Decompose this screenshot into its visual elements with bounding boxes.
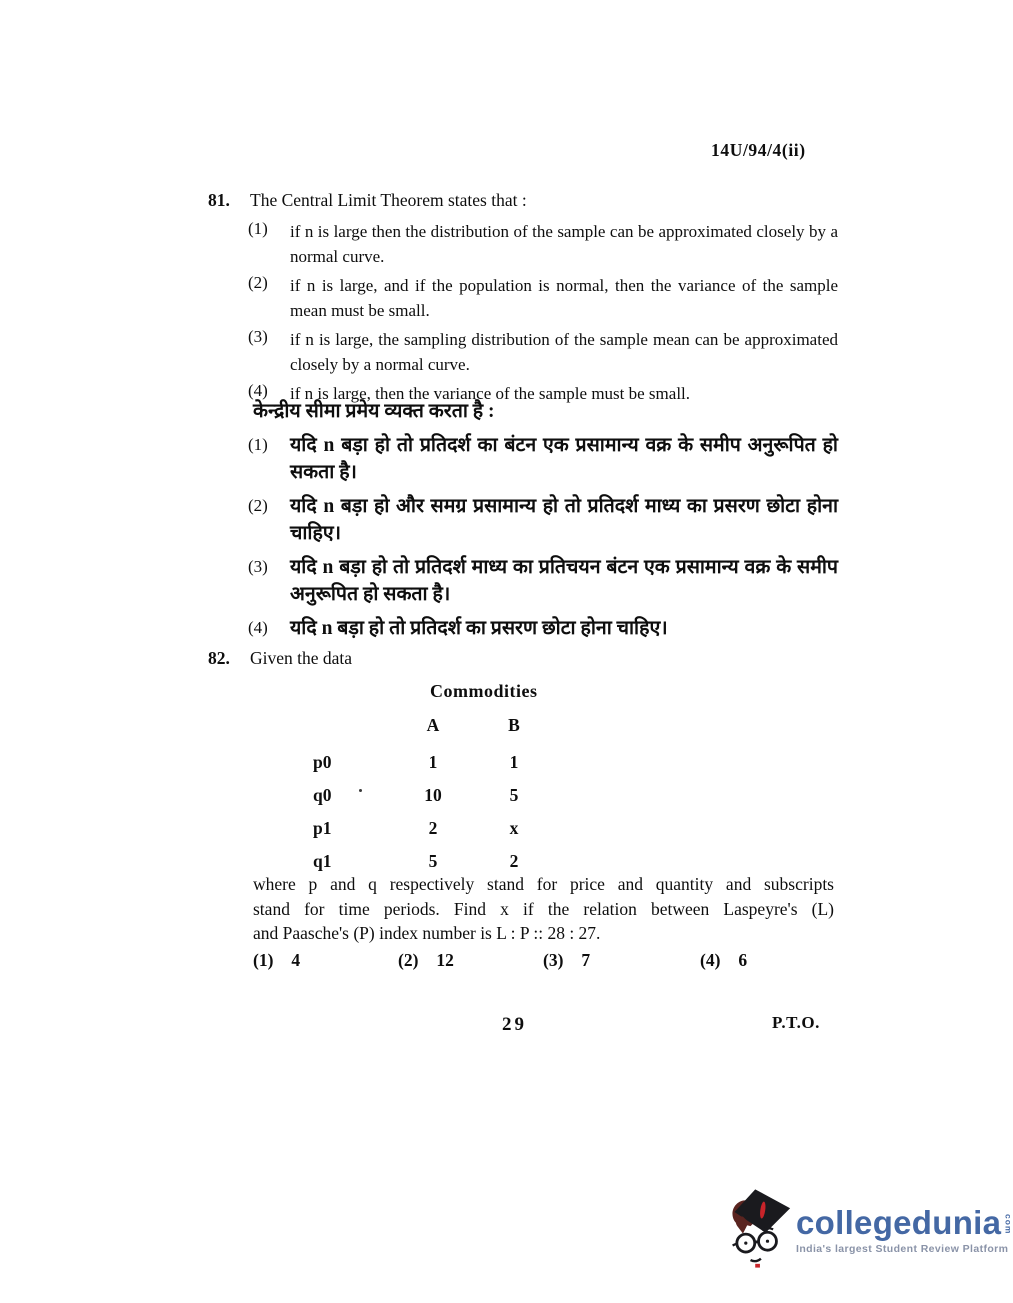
- document-code: 14U/94/4(ii): [711, 140, 806, 160]
- option-number: (2): [248, 273, 268, 292]
- column-header-a: A: [426, 715, 440, 735]
- choice-number: (1): [253, 950, 274, 970]
- cell-value: 2: [428, 818, 438, 838]
- cell-value: 5: [509, 785, 519, 805]
- collegedunia-mascot-icon: [726, 1188, 792, 1273]
- option-number: (4): [248, 381, 268, 400]
- option-number: (2): [248, 496, 268, 515]
- table-header-spacer: [313, 715, 400, 736]
- option-text: यदि n बड़ा हो और समग्र प्रसामान्य हो तो प्रतिदर्श माध्य का प्रसरण छोटा होना चाहिए।: [290, 496, 838, 544]
- option-number: (3): [248, 327, 268, 346]
- body-line: where p and q respectively stand for price and quantity and subscripts: [253, 874, 834, 894]
- option-text: if n is large, and if the population is normal, then the variance of the sample mean must be small.: [290, 276, 838, 320]
- choice-number: (4): [700, 950, 721, 970]
- body-line: and Paasche's (P) index number is L : P :: 28 : 27.: [253, 923, 601, 943]
- cell-value: 2: [509, 851, 519, 871]
- question-82-choice-2: [398, 950, 454, 971]
- row-label: q0: [313, 785, 332, 805]
- question-81-hindi-option-3: [208, 554, 850, 608]
- collegedunia-logo: [726, 1186, 1013, 1274]
- question-81-hindi-option-4: [208, 615, 850, 642]
- cell-value: x: [509, 818, 519, 838]
- row-label: p1: [313, 818, 332, 838]
- question-82-choice-3: [543, 950, 590, 971]
- question-81-hindi: [208, 398, 850, 642]
- row-label: p0: [313, 752, 332, 772]
- question-81-option-2: [208, 273, 850, 323]
- cell-value: 5: [428, 851, 438, 871]
- question-82-choice-4: [700, 950, 747, 971]
- cell-value: 1: [428, 752, 438, 772]
- question-81-hindi-option-2: [208, 493, 850, 547]
- choice-number: (3): [543, 950, 564, 970]
- table-row: [313, 746, 850, 779]
- choice-value: 12: [436, 950, 454, 970]
- question-82-number: 82.: [208, 648, 230, 668]
- choice-value: 4: [291, 950, 301, 970]
- option-number: (1): [248, 435, 268, 454]
- option-text: यदि n बड़ा हो तो प्रतिदर्श का बंटन एक प्रसामान्य वक्र के समीप अनुरूपित हो सकता है।: [290, 435, 838, 483]
- brand-name: collegedunia: [796, 1203, 1002, 1241]
- question-81-option-3: [208, 327, 850, 377]
- question-81: [208, 190, 850, 406]
- commodities-table: [313, 681, 850, 878]
- option-text: यदि n बड़ा हो तो प्रतिदर्श का प्रसरण छोटा होना चाहिए।: [290, 618, 668, 639]
- option-text: if n is large, then the variance of the sample must be small.: [290, 384, 691, 403]
- question-82-choice-1: [253, 950, 300, 971]
- question-82-head: [208, 648, 850, 669]
- option-number: (4): [248, 618, 268, 637]
- question-81-head: [208, 190, 850, 211]
- choice-value: 7: [581, 950, 591, 970]
- table-row: [313, 812, 850, 845]
- option-number: (1): [248, 219, 268, 238]
- option-number: (3): [248, 557, 268, 576]
- brand-tagline: India's largest Student Review Platform: [796, 1242, 1009, 1255]
- scan-artifact-dot: [359, 789, 362, 792]
- question-82-stem: Given the data: [250, 648, 353, 668]
- question-81-hindi-option-1: [208, 432, 850, 486]
- option-text: if n is large, the sampling distribution of the sample mean can be approximated closely by a normal curve.: [290, 330, 838, 374]
- pto-label: P.T.O.: [772, 1013, 820, 1032]
- question-81-option-1: [208, 219, 850, 269]
- table-body: [313, 746, 850, 878]
- page-number: 29: [502, 1014, 527, 1035]
- question-82: [208, 648, 850, 878]
- column-header-b: B: [508, 715, 520, 735]
- option-text: if n is large then the distribution of the sample can be approximated closely by a normal curve.: [290, 222, 838, 266]
- row-label: q1: [313, 851, 332, 871]
- question-81-stem: The Central Limit Theorem states that :: [250, 190, 527, 210]
- table-title: Commodities: [430, 681, 538, 701]
- table-row: [313, 779, 850, 812]
- choice-number: (2): [398, 950, 419, 970]
- body-line: stand for time periods. Find x if the relation between Laspeyre's (L): [253, 898, 834, 919]
- table-header-row: [313, 715, 850, 736]
- cell-value: 1: [509, 752, 519, 772]
- question-81-stem-hindi: केन्द्रीय सीमा प्रमेय व्यक्त करता है :: [253, 401, 495, 422]
- brand-suffix: com: [1003, 1213, 1013, 1234]
- option-text: यदि n बड़ा हो तो प्रतिदर्श माध्य का प्रतिचयन बंटन एक प्रसामान्य वक्र के समीप अनुरूपित हो सकता है।: [290, 557, 838, 605]
- choice-value: 6: [738, 950, 748, 970]
- question-81-number: 81.: [208, 190, 230, 210]
- logo-text-block: [796, 1203, 1013, 1255]
- cell-value: 10: [424, 785, 442, 805]
- question-82-body: [253, 872, 834, 946]
